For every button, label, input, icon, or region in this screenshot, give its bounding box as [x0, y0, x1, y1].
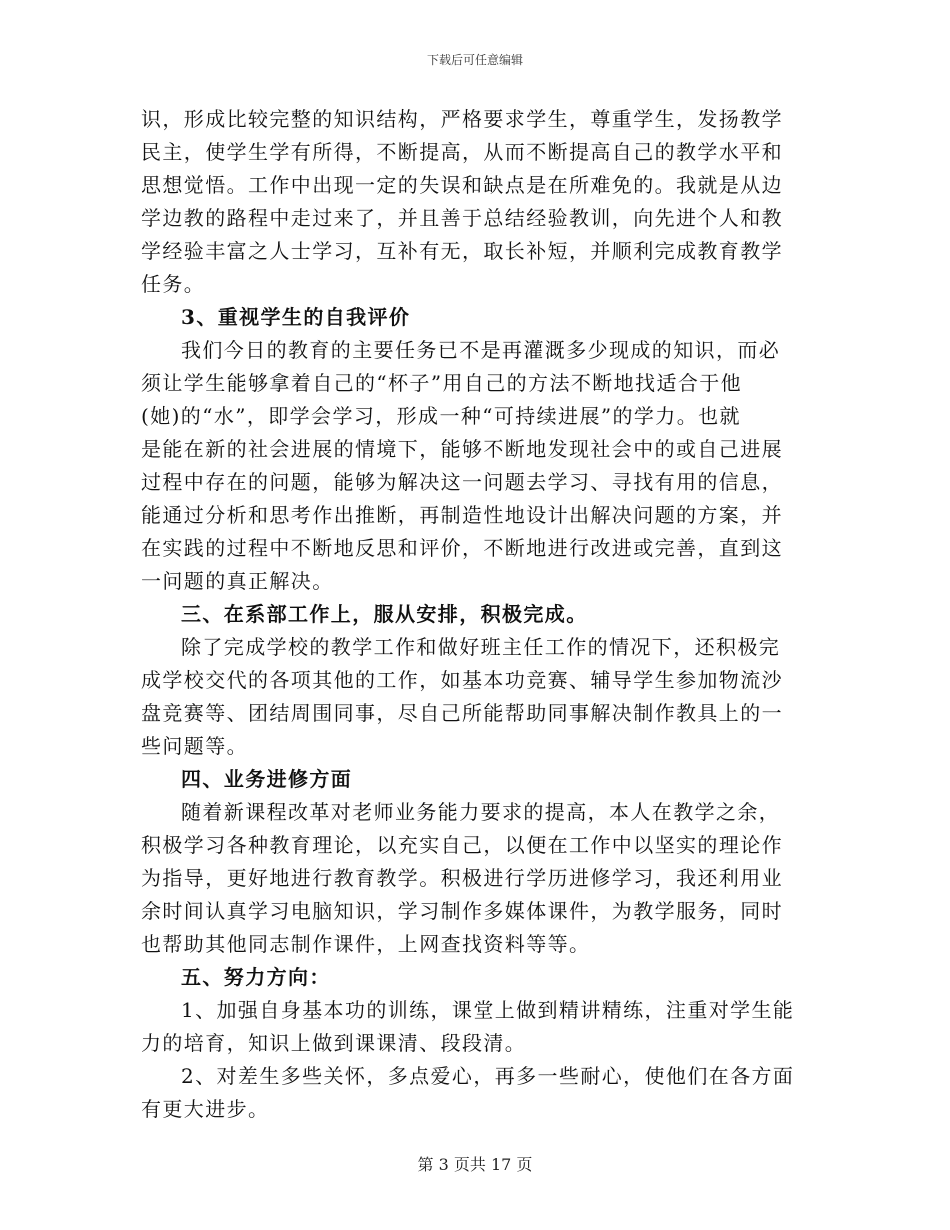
body-text-line: 盘竞赛等、团结周围同事，尽自己所能帮助同事解决制作教具上的一 — [141, 701, 783, 725]
body-text-line: 些问题等。 — [141, 734, 248, 758]
body-text-line: 思想觉悟。工作中出现一定的失误和缺点是在所难免的。我就是从边 — [141, 173, 783, 197]
body-text-line: 能通过分析和思考作出推断，再制造性地设计出解决问题的方案，并 — [141, 503, 783, 527]
body-text-line: 在实践的过程中不断地反思和评价，不断地进行改进或完善，直到这 — [141, 536, 783, 560]
body-text-line: 除了完成学校的教学工作和做好班主任工作的情况下，还积极完 — [181, 635, 781, 659]
body-text-line: 也帮助其他同志制作课件，上网查找资料等等。 — [141, 932, 591, 956]
body-text-line: 任务。 — [141, 272, 206, 296]
body-text-line: (她)的“水”，即学会学习，形成一种“可持续进展”的学力。也就 — [141, 404, 741, 428]
body-text-line: 为指导，更好地进行教育教学。积极进行学历进修学习，我还利用业 — [141, 866, 783, 890]
page-header-note: 下载后可任意编辑 — [426, 53, 523, 67]
body-text-line: 余时间认真学习电脑知识，学习制作多媒体课件，为教学服务，同时 — [141, 899, 783, 923]
body-text-line: 学经验丰富之人士学习，互补有无，取长补短，并顺利完成教育教学 — [141, 239, 783, 263]
section-heading: 四、业务进修方面 — [181, 767, 353, 791]
document-body — [141, 103, 811, 1126]
body-text-line: 是能在新的社会进展的情境下，能够不断地发现社会中的或自己进展 — [141, 437, 783, 461]
body-text-line: 民主，使学生学有所得，不断提高，从而不断提高自己的教学水平和 — [141, 140, 783, 164]
body-text-line: 一问题的真正解决。 — [141, 569, 334, 593]
body-text-line: 我们今日的教育的主要任务已不是再灌溉多少现成的知识，而必 — [181, 338, 781, 362]
section-heading: 3、重视学生的自我评价 — [181, 305, 411, 329]
body-text-line: 须让学生能够拿着自己的“杯子”用自己的方法不断地找适合于他 — [141, 371, 743, 395]
body-text-line: 1、加强自身基本功的训练，课堂上做到精讲精练，注重对学生能 — [181, 998, 795, 1022]
body-text-line: 2、对差生多些关怀，多点爱心，再多一些耐心，使他们在各方面 — [181, 1064, 795, 1088]
body-text-line: 随着新课程改革对老师业务能力要求的提高，本人在教学之余， — [181, 800, 781, 824]
body-text-line: 力的培育，知识上做到课课清、段段清。 — [141, 1031, 527, 1055]
body-text-line: 过程中存在的问题，能够为解决这一问题去学习、寻找有用的信息， — [141, 470, 783, 494]
body-text-line: 有更大进步。 — [141, 1097, 270, 1121]
body-text-line: 成学校交代的各项其他的工作，如基本功竞赛、辅导学生参加物流沙 — [141, 668, 783, 692]
section-heading: 三、在系部工作上，服从安排，积极完成。 — [181, 602, 588, 626]
page-number-footer: 第 3 页共 17 页 — [417, 1155, 533, 1174]
body-text-line: 识，形成比较完整的知识结构，严格要求学生，尊重学生，发扬教学 — [141, 107, 783, 131]
body-text-line: 学边教的路程中走过来了，并且善于总结经验教训，向先进个人和教 — [141, 206, 783, 230]
body-text-line: 积极学习各种教育理论，以充实自己，以便在工作中以坚实的理论作 — [141, 833, 783, 857]
section-heading: 五、努力方向： — [181, 965, 331, 989]
